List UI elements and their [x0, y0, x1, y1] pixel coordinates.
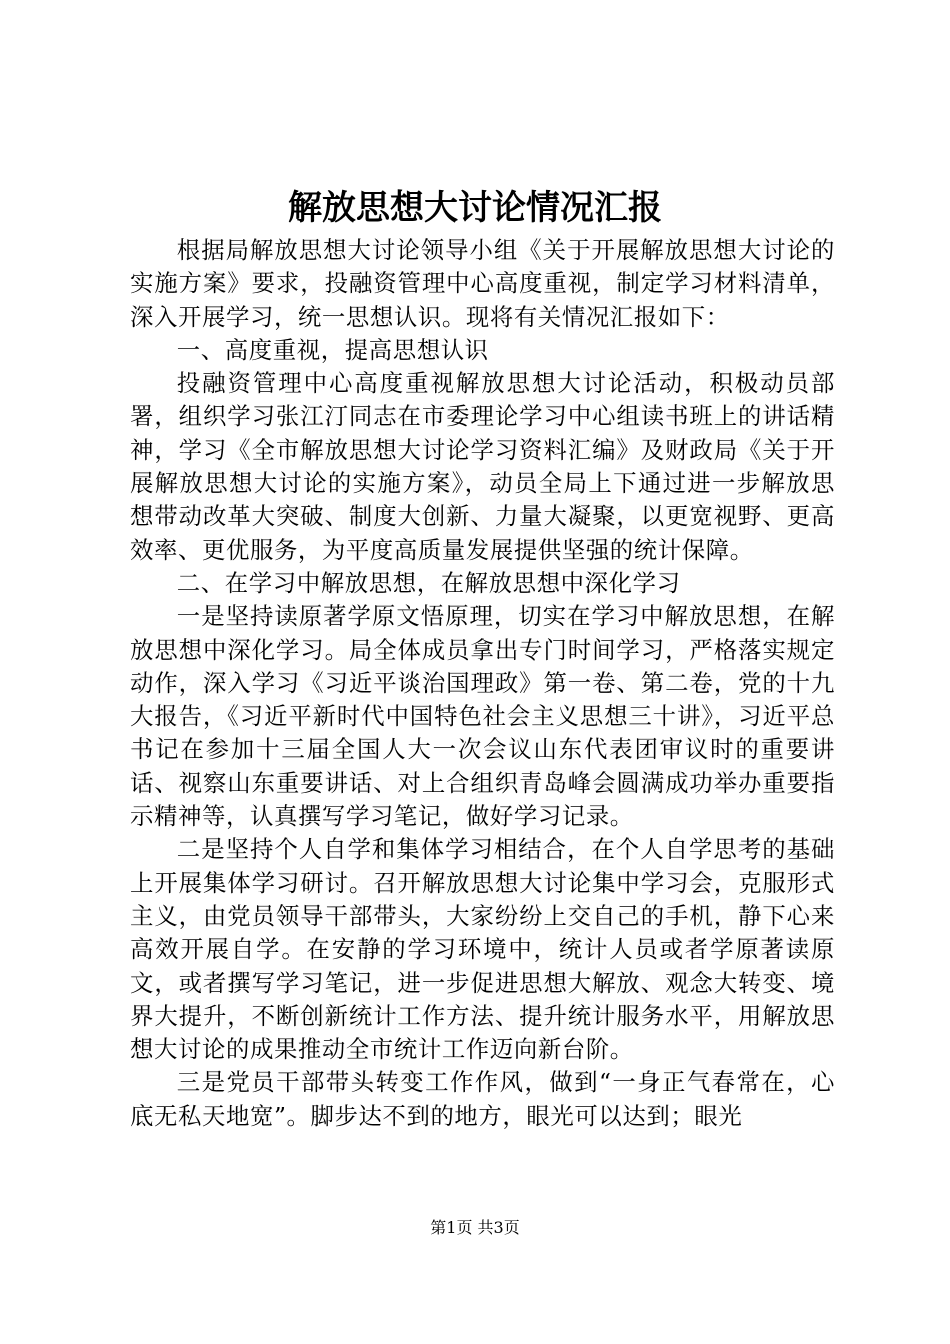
section-2-paragraph-3: 三是党员干部带头转变工作作风，做到“一身正气春常在，心底无私天地宽”。脚步达不到的地方，眼光可以达到；眼光 — [130, 1068, 835, 1130]
section-heading-2: 二、在学习中解放思想，在解放思想中深化学习 — [176, 568, 681, 597]
intro-paragraph: 根据局解放思想大讨论领导小组《关于开展解放思想大讨论的实施方案》要求，投融资管理中心高度重视，制定学习材料清单，深入开展学习，统一思想认识。现将有关情况汇报如下： — [130, 236, 835, 331]
section-heading-1: 一、高度重视，提高思想认识 — [176, 335, 489, 364]
document-body — [130, 234, 835, 1133]
page-footer: 第1页 共3页 — [430, 1218, 520, 1237]
document-title: 解放思想大讨论情况汇报 — [288, 188, 662, 228]
section-2-paragraph-1: 一是坚持读原著学原文悟原理，切实在学习中解放思想，在解放思想中深化学习。局全体成员拿出专门时间学习，严格落实规定动作，深入学习《习近平谈治国理政》第一卷、第二卷，党的十九大报告，《习近平新时代中国特色社会主义思想三十讲》，习近平总书记在参加十三届全国人大一次会议山东代表团审议时的重要讲话、视察山东重要讲话、对上合组织青岛峰会圆满成功举办重要指示精神等，认真撰写学习笔记，做好学习记录。 — [130, 602, 835, 831]
section-1-paragraph: 投融资管理中心高度重视解放思想大讨论活动，积极动员部署，组织学习张江汀同志在市委理论学习中心组读书班上的讲话精神，学习《全市解放思想大讨论学习资料汇编》及财政局《关于开展解放思想大讨论的实施方案》，动员全局上下通过进一步解放思想带动改革大突破、制度大创新、力量大凝聚，以更宽视野、更高效率、更优服务，为平度高质量发展提供坚强的统计保障。 — [130, 369, 835, 564]
section-2-paragraph-2: 二是坚持个人自学和集体学习相结合，在个人自学思考的基础上开展集体学习研讨。召开解放思想大讨论集中学习会，克服形式主义，由党员领导干部带头，大家纷纷上交自己的手机，静下心来高效开展自学。在安静的学习环境中，统计人员或者学原著读原文，或者撰写学习笔记，进一步促进思想大解放、观念大转变、境界大提升，不断创新统计工作方法、提升统计服务水平，用解放思想大讨论的成果推动全市统计工作迈向新台阶。 — [130, 835, 835, 1064]
